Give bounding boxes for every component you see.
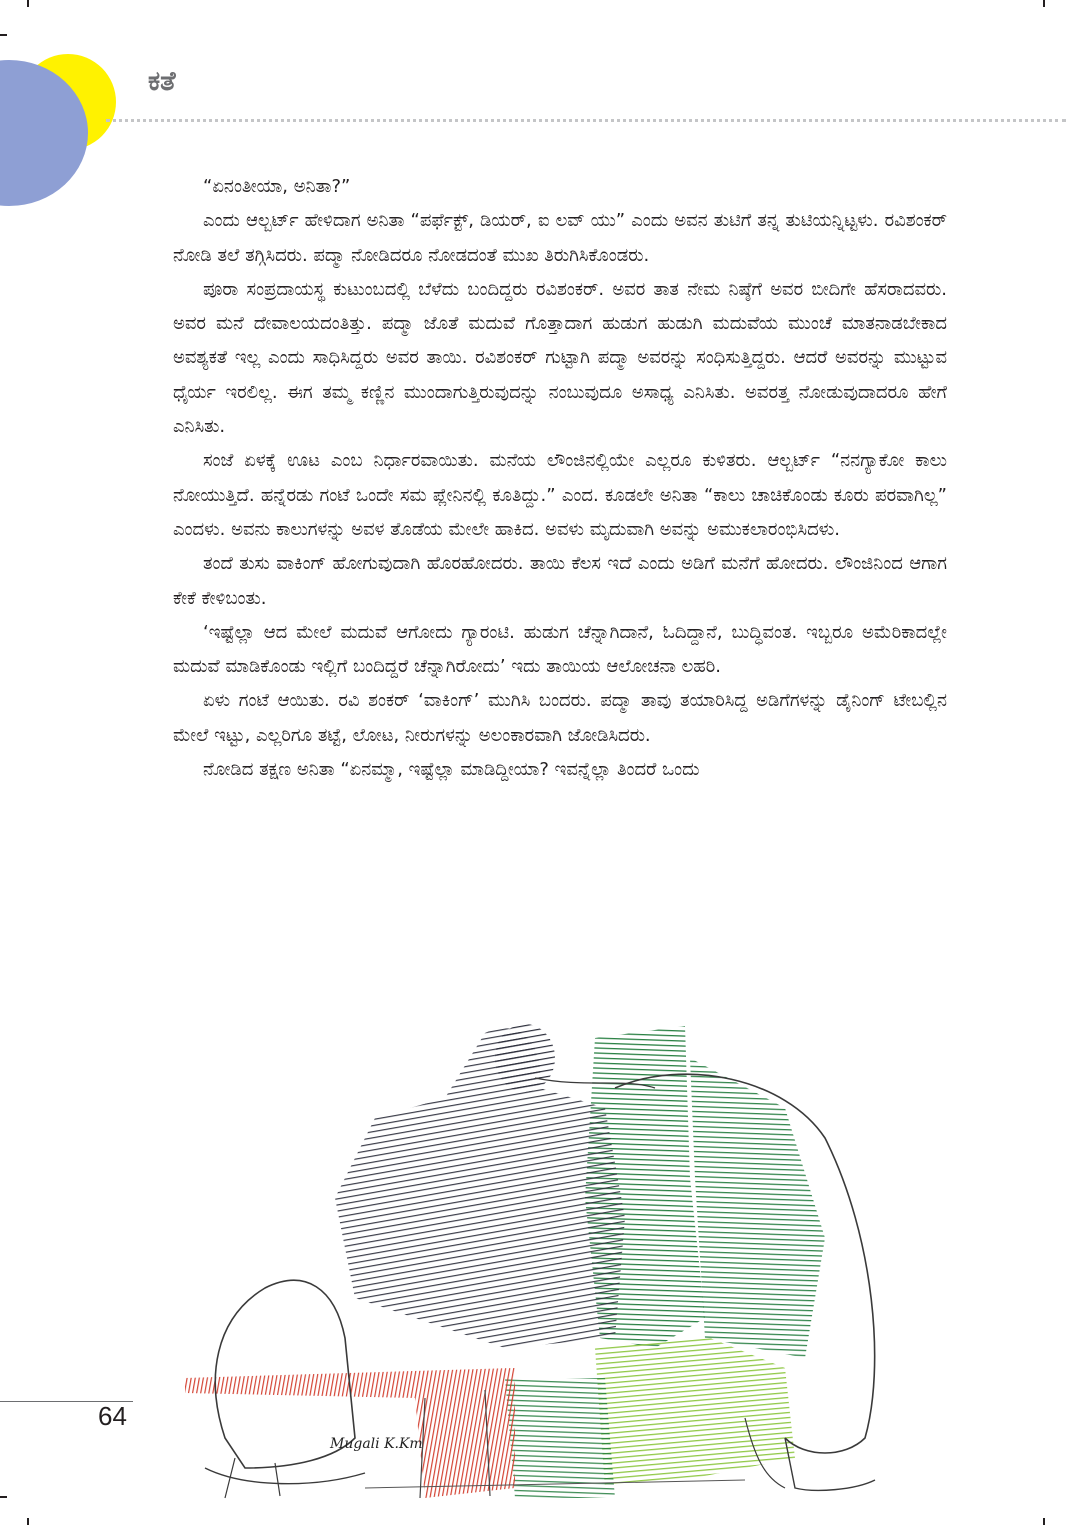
header-dotted-rule [106, 119, 1066, 122]
green-scribble-block [505, 1378, 615, 1498]
artist-signature: Mugali K.Km [330, 1436, 423, 1452]
story-body [173, 170, 947, 787]
story-paragraph: ‘ಇಷ್ಟೆಲ್ಲಾ ಆದ ಮೇಲೆ ಮದುವೆ ಆಗೋದು ಗ್ಯಾರಂಟಿ. ಹುಡುಗ ಚೆನ್ನಾಗಿದಾನೆ, ಓದಿದ್ದಾನೆ, ಬುದ್ಧಿವಂತ. ಇಬ್ಬರೂ ಅಮೆರಿಕಾದಲ್ಲೇ ಮದುವೆ ಮಾಡಿಕೊಂಡು ಇಲ್ಲಿಗೆ ಬಂದಿದ್ದರೆ ಚೆನ್ನಾಗಿರೋದು’ ಇದು ತಾಯಿಯ ಆಲೋಚನಾ ಲಹರಿ. [173, 621, 947, 678]
story-paragraph: ನೋಡಿದ ತಕ್ಷಣ ಅನಿತಾ “ಏನಮ್ಮಾ, ಇಷ್ಟೆಲ್ಲಾ ಮಾಡಿದ್ದೀಯಾ? ಇವನ್ನೆಲ್ಲಾ ತಿಂದರೆ ಒಂದು [203, 759, 700, 781]
story-illustration [185, 1018, 895, 1504]
crop-mark [0, 1496, 7, 1498]
crop-mark [1043, 1518, 1045, 1525]
story-paragraph: ತಂದೆ ತುಸು ವಾಕಿಂಗ್ ಹೋಗುವುದಾಗಿ ಹೊರಹೋದರು. ತಾಯಿ ಕೆಲಸ ಇದೆ ಎಂದು ಅಡಿಗೆ ಮನೆಗೆ ಹೋದರು. ಲೌಂಜಿನಿಂದ ಆಗಾಗ ಕೇಕೆ ಕೇಳಿಬಂತು. [173, 553, 947, 609]
page-number: 64 [98, 1401, 127, 1431]
dark-figure [335, 1028, 625, 1348]
light-green-block [595, 1336, 795, 1488]
figure-head [495, 1024, 555, 1092]
story-paragraph: ಎಂದು ಆಲ್ಬರ್ಟ್ ಹೇಳಿದಾಗ ಅನಿತಾ “ಪರ್ಫೆಕ್ಟ್, ಡಿಯರ್, ಐ ಲವ್ ಯು” ಎಂದು ಅವನ ತುಟಿಗೆ ತನ್ನ ತುಟಿಯನ್ನಿಟ್ಟಳು. ರವಿಶಂಕರ್ ನೋಡಿ ತಲೆ ತಗ್ಗಿಸಿದರು. ಪದ್ಮಾ ನೋಡಿದರೂ ನೋಡದಂತೆ ಮುಖ ತಿರುಗಿಸಿಕೊಂಡರು. [173, 210, 947, 266]
crop-mark [27, 1518, 29, 1525]
crop-mark [0, 34, 7, 36]
story-paragraph: ಪೂರಾ ಸಂಪ್ರದಾಯಸ್ಥ ಕುಟುಂಬದಲ್ಲಿ ಬೆಳೆದು ಬಂದಿದ್ದರು ರವಿಶಂಕರ್. ಅವರ ತಾತ ನೇಮ ನಿಷ್ಠೆಗೆ ಅವರ ಬೀದಿಗೇ ಹೆಸರಾದವರು. ಅವರ ಮನೆ ದೇವಾಲಯದಂತಿತ್ತು. ಪದ್ಮಾ ಜೊತೆ ಮದುವೆ ಗೊತ್ತಾದಾಗ ಹುಡುಗ ಹುಡುಗಿ ಮದುವೆಯ ಮುಂಚೆ ಮಾತನಾಡಬೇಕಾದ ಅವಶ್ಯಕತೆ ಇಲ್ಲ ಎಂದು ಸಾಧಿಸಿದ್ದರು ಅವರ ತಾಯಿ. ರವಿಶಂಕರ್ ಗುಟ್ಟಾಗಿ ಪದ್ಮಾ ಅವರನ್ನು ಸಂಧಿಸುತ್ತಿದ್ದರು. ಆದರೆ ಅವರನ್ನು ಮುಟ್ಟುವ ಧೈರ್ಯ ಇರಲಿಲ್ಲ. ಈಗ ತಮ್ಮ ಕಣ್ಣಿನ ಮುಂದಾಗುತ್ತಿರುವುದನ್ನು ನಂಬುವುದೂ ಅಸಾಧ್ಯ ಎನಿಸಿತು. ಅವರತ್ತ ನೋಡುವುದಾದರೂ ಹೇಗೆ ಎನಿಸಿತು. [173, 278, 947, 438]
section-label: ಕತೆ [148, 66, 176, 97]
green-scribble-block [690, 1058, 825, 1358]
story-paragraph: ಏಳು ಗಂಟೆ ಆಯಿತು. ರವಿ ಶಂಕರ್ ‘ವಾಕಿಂಗ್’ ಮುಗಿಸಿ ಬಂದರು. ಪದ್ಮಾ ತಾವು ತಯಾರಿಸಿದ್ದ ಅಡಿಗೆಗಳನ್ನು ಡೈನಿಂಗ್ ಟೇಬಲ್ಲಿನ ಮೇಲೆ ಇಟ್ಟು, ಎಲ್ಲರಿಗೂ ತಟ್ಟೆ, ಲೋಟ, ನೀರುಗಳನ್ನು ಅಲಂಕಾರವಾಗಿ ಜೋಡಿಸಿದರು. [173, 690, 947, 746]
story-paragraph: “ಏನಂತೀಯಾ, ಅನಿತಾ?” [203, 176, 351, 197]
crop-mark [1043, 0, 1045, 7]
crop-mark [27, 0, 29, 7]
robed-figure-outline [785, 1438, 875, 1490]
story-paragraph: ಸಂಜೆ ಏಳಕ್ಕೆ ಊಟ ಎಂಬ ನಿರ್ಧಾರವಾಯಿತು. ಮನೆಯ ಲೌಂಜಿನಲ್ಲಿಯೇ ಎಲ್ಲರೂ ಕುಳಿತರು. ಆಲ್ಬರ್ಟ್ “ನನಗ್ಯಾಕೋ ಕಾಲು ನೋಯುತ್ತಿದೆ. ಹನ್ನೆರಡು ಗಂಟೆ ಒಂದೇ ಸಮ ಪ್ಲೇನಿನಲ್ಲಿ ಕೂತಿದ್ದು.” ಎಂದ. ಕೂಡಲೇ ಅನಿತಾ “ಕಾಲು ಚಾಚಿಕೊಂಡು ಕೂರು ಪರವಾಗಿಲ್ಲ” ಎಂದಳು. ಅವನು ಕಾಲುಗಳನ್ನು ಅವಳ ತೊಡೆಯ ಮೇಲೇ ಹಾಕಿದ. ಅವಳು ಮೃದುವಾಗಿ ಅವನ್ನು ಅಮುಕಲಾರಂಭಿಸಿದಳು. [173, 450, 947, 540]
